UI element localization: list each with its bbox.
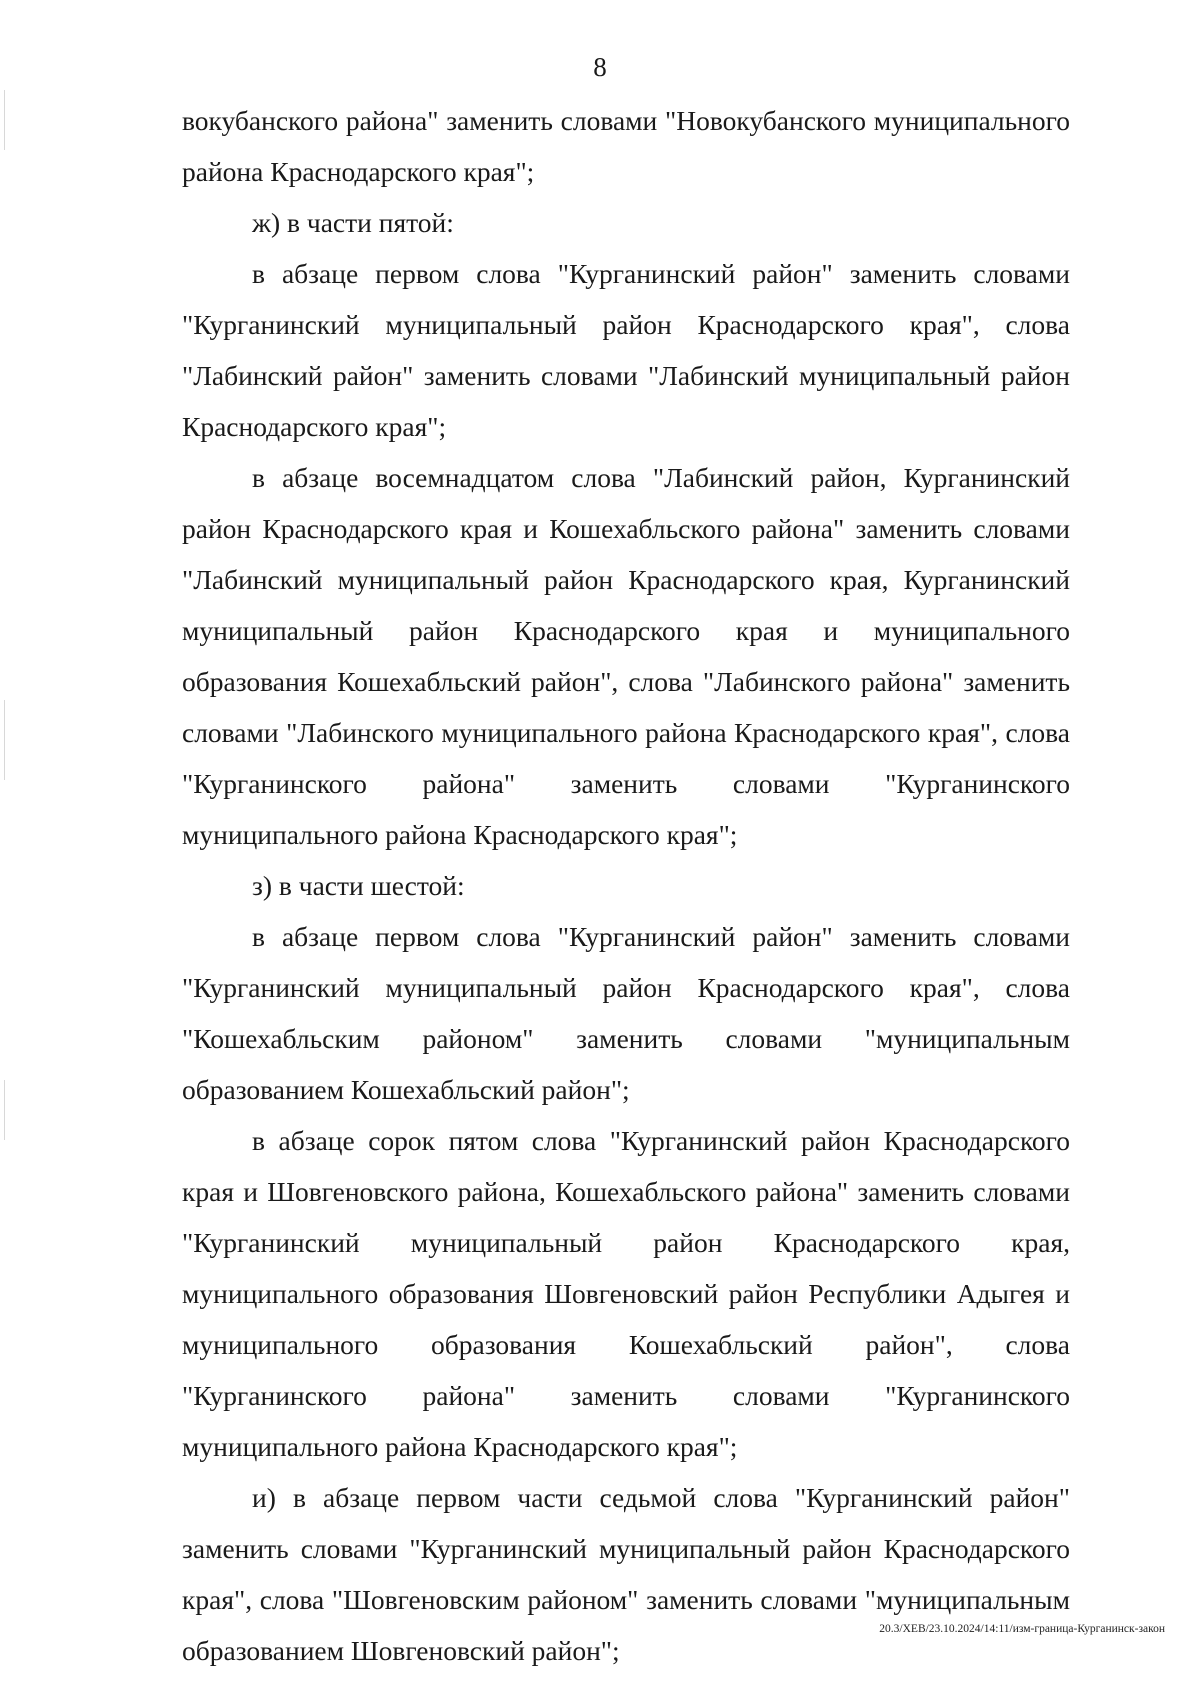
page-number: 8 — [593, 52, 607, 82]
paragraph: и) в абзаце первом части седьмой слова "Курганинский район" заменить словами "Курганинский муниципальный район Краснодарского края", слова "Шовгеновским районом" заменить словами "муниципальным образованием Шовгеновский район"; — [182, 1482, 1070, 1666]
paragraph: вокубанского района" заменить словами "Новокубанского муниципального района Краснодарского края"; — [182, 105, 1070, 187]
paragraph: з) в части шестой: — [252, 870, 465, 901]
scan-margin-mark — [4, 1080, 5, 1140]
paragraph: в абзаце первом слова "Курганинский район" заменить словами "Курганинский муниципальный район Краснодарского края", слова "Лабинский район" заменить словами "Лабинский муниципальный район Краснодарского края"; — [182, 258, 1070, 442]
paragraph: ж) в части пятой: — [252, 207, 454, 238]
document-body — [182, 95, 1070, 1676]
scan-margin-mark — [4, 700, 5, 780]
document-footer-code: 20.3/ХЕВ/23.10.2024/14:11/изм-граница-Курганинск-закон — [879, 1623, 1165, 1635]
paragraph: в абзаце восемнадцатом слова "Лабинский район, Курганинский район Краснодарского края и Кошехабльского района" заменить словами "Лабинский муниципальный район Краснодарского края, Курганинский муниципальный район Краснодарского края и муниципального образования Кошехабльский район", слова "Лабинского района" заменить словами "Лабинского муниципального района Краснодарского края", слова "Курганинского района" заменить словами "Курганинского муниципального района Краснодарского края"; — [182, 462, 1070, 850]
paragraph: в абзаце сорок пятом слова "Курганинский район Краснодарского края и Шовгеновского района, Кошехабльского района" заменить словами "Курганинский муниципальный район Краснодарского края, муниципального образования Шовгеновский район Республики Адыгея и муниципального образования Кошехабльский район", слова "Курганинского района" заменить словами "Курганинского муниципального района Краснодарского края"; — [182, 1125, 1070, 1462]
scan-margin-mark — [4, 90, 5, 150]
paragraph: в абзаце первом слова "Курганинский район" заменить словами "Курганинский муниципальный район Краснодарского края", слова "Кошехабльским районом" заменить словами "муниципальным образованием Кошехабльский район"; — [182, 921, 1070, 1105]
